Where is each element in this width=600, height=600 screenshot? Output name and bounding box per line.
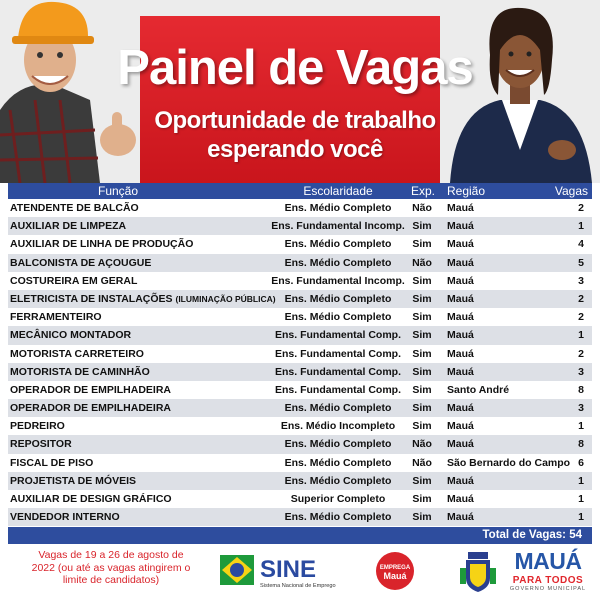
- cell-exp: Sim: [412, 274, 432, 287]
- cell-vagas: 2: [578, 347, 584, 360]
- cell-vagas: 8: [578, 438, 584, 451]
- cell-regiao: Mauá: [447, 365, 474, 378]
- banner-subtitle: [100, 106, 490, 164]
- cell-funcao: FERRAMENTEIRO: [10, 311, 102, 324]
- cell-exp: Sim: [412, 329, 432, 342]
- cell-escolaridade: Ens. Médio Completo: [284, 311, 392, 324]
- table-row: [8, 399, 592, 417]
- emprega-line1: EMPREGA: [379, 565, 411, 571]
- emprega-line2: Mauá: [383, 571, 407, 581]
- sine-title: SINE: [260, 556, 317, 583]
- table-row: [8, 472, 592, 490]
- cell-vagas: 1: [578, 420, 584, 433]
- cell-escolaridade: Ens. Médio Completo: [284, 292, 392, 305]
- sine-logo: [218, 551, 338, 591]
- banner-subtitle-line2: esperando você: [207, 136, 383, 163]
- cell-regiao: Mauá: [447, 256, 474, 269]
- cell-escolaridade: Ens. Médio Completo: [284, 202, 392, 214]
- cell-vagas: 2: [578, 202, 584, 214]
- maua-government: GOVERNO MUNICIPAL: [509, 586, 587, 592]
- cell-funcao: PROJETISTA DE MÓVEIS: [10, 474, 137, 487]
- cell-exp: Sim: [412, 238, 432, 251]
- cell-exp: Sim: [412, 474, 432, 487]
- cell-vagas: 3: [578, 402, 584, 415]
- cell-regiao: Mauá: [447, 202, 474, 214]
- header-exp: Exp.: [410, 184, 435, 198]
- cell-exp: Sim: [412, 402, 432, 415]
- cell-exp: Sim: [412, 220, 432, 233]
- cell-vagas: 4: [578, 238, 584, 251]
- cell-regiao: Mauá: [447, 220, 474, 233]
- table-row: [8, 254, 592, 272]
- banner-subtitle-line1: Oportunidade de trabalho: [154, 107, 436, 134]
- cell-vagas: 5: [578, 256, 584, 269]
- header-escolaridade: Escolaridade: [303, 184, 373, 198]
- table-row: [8, 508, 592, 526]
- cell-escolaridade: Ens. Fundamental Incomp.: [271, 220, 405, 233]
- cell-regiao: Mauá: [447, 438, 474, 451]
- cell-vagas: 3: [578, 365, 584, 378]
- cell-exp: Não: [412, 256, 432, 269]
- cell-vagas: 8: [578, 383, 584, 396]
- cell-funcao: OPERADOR DE EMPILHADEIRA: [10, 402, 172, 415]
- jobs-table: [8, 183, 592, 526]
- cell-exp: Não: [412, 202, 432, 214]
- cell-funcao: AUXILIAR DE DESIGN GRÁFICO: [10, 493, 172, 505]
- header-vagas: Vagas: [554, 184, 588, 198]
- cell-exp: Sim: [412, 383, 432, 396]
- table-row: [8, 381, 592, 399]
- banner: [0, 0, 600, 183]
- cell-regiao: Mauá: [447, 292, 474, 305]
- cell-regiao: Mauá: [447, 347, 474, 360]
- table-row: [8, 290, 592, 308]
- table-row: [8, 326, 592, 344]
- cell-funcao: OPERADOR DE EMPILHADEIRA: [10, 383, 172, 396]
- table-row: [8, 454, 592, 472]
- validity-note: Vagas de 19 a 26 de agosto de 2022 (ou até as vagas atingirem o limite de candidatos): [31, 549, 191, 586]
- emprega-maua-logo: [373, 551, 417, 591]
- cell-escolaridade: Ens. Fundamental Comp.: [274, 365, 401, 378]
- cell-escolaridade: Ens. Fundamental Incomp.: [271, 274, 405, 287]
- banner-title: Painel de Vagas: [117, 41, 473, 95]
- cell-regiao: Mauá: [447, 274, 474, 287]
- cell-escolaridade: Ens. Médio Completo: [284, 474, 392, 487]
- cell-funcao: REPOSITOR: [10, 438, 72, 451]
- cell-funcao: MECÂNICO MONTADOR: [10, 329, 132, 342]
- cell-regiao: Mauá: [447, 311, 474, 324]
- cell-escolaridade: Ens. Médio Completo: [284, 438, 392, 451]
- table-row: [8, 435, 592, 453]
- cell-funcao: FISCAL DE PISO: [10, 456, 94, 469]
- cell-escolaridade: Ens. Fundamental Comp.: [274, 383, 401, 396]
- table-row: [8, 235, 592, 253]
- table-row: [8, 417, 592, 435]
- cell-funcao-main: ELETRICISTA DE INSTALAÇÕES: [10, 292, 173, 305]
- cell-regiao: Mauá: [447, 402, 474, 415]
- cell-funcao: AUXILIAR DE LIMPEZA: [10, 220, 127, 233]
- cell-regiao: Santo André: [447, 383, 510, 396]
- header-regiao: Região: [447, 184, 486, 198]
- cell-vagas: 1: [578, 220, 584, 233]
- maua-logo: [504, 548, 592, 594]
- cell-exp: Sim: [412, 420, 432, 433]
- cell-exp: Sim: [412, 493, 432, 505]
- cell-regiao: Mauá: [447, 329, 474, 342]
- cell-funcao-small: (ILUMINAÇÃO PÚBLICA): [175, 293, 276, 304]
- maua-subtitle: PARA TODOS: [512, 575, 584, 586]
- cell-exp: Sim: [412, 365, 432, 378]
- cell-funcao: MOTORISTA CARRETEIRO: [10, 347, 144, 360]
- cell-funcao: [10, 293, 276, 305]
- table-row: [8, 217, 592, 235]
- cell-vagas: 1: [578, 511, 584, 524]
- maua-title: MAUÁ: [514, 548, 582, 574]
- cell-vagas: 2: [578, 311, 584, 324]
- cell-escolaridade: Ens. Fundamental Comp.: [274, 347, 401, 360]
- cell-regiao: Mauá: [447, 474, 474, 487]
- cell-regiao: Mauá: [447, 511, 474, 524]
- table-header: [8, 183, 592, 199]
- cell-vagas: 1: [578, 329, 584, 342]
- table-row: [8, 490, 592, 508]
- cell-escolaridade: Ens. Médio Completo: [284, 402, 392, 415]
- cell-escolaridade: Ens. Médio Incompleto: [280, 420, 396, 433]
- cell-exp: Sim: [412, 511, 432, 524]
- cell-escolaridade: Ens. Fundamental Comp.: [274, 329, 401, 342]
- cell-escolaridade: Ens. Médio Completo: [284, 238, 392, 251]
- cell-exp: Não: [412, 438, 432, 451]
- table-row: [8, 363, 592, 381]
- cell-vagas: 6: [578, 456, 584, 469]
- cell-funcao: COSTUREIRA EM GERAL: [10, 274, 138, 287]
- cell-exp: Sim: [412, 311, 432, 324]
- cell-regiao: São Bernardo do Campo: [447, 456, 571, 469]
- cell-vagas: 2: [578, 292, 584, 305]
- cell-funcao: MOTORISTA DE CAMINHÃO: [10, 365, 150, 378]
- cell-regiao: Mauá: [447, 420, 474, 433]
- table-row: [8, 199, 592, 217]
- cell-funcao: PEDREIRO: [10, 420, 65, 433]
- cell-regiao: Mauá: [447, 238, 474, 251]
- total-vagas: Total de Vagas: 54: [8, 527, 592, 544]
- table-row: [8, 345, 592, 363]
- cell-escolaridade: Ens. Médio Completo: [284, 511, 392, 524]
- table-row: [8, 308, 592, 326]
- cell-escolaridade: Ens. Médio Completo: [284, 256, 392, 269]
- cell-escolaridade: Ens. Médio Completo: [284, 456, 392, 469]
- cell-funcao: VENDEDOR INTERNO: [10, 511, 120, 524]
- cell-funcao: AUXILIAR DE LINHA DE PRODUÇÃO: [10, 238, 194, 251]
- cell-vagas: 3: [578, 274, 584, 287]
- table-row: [8, 272, 592, 290]
- table-body: [8, 199, 592, 526]
- cell-exp: Não: [412, 456, 432, 469]
- cell-exp: Sim: [412, 292, 432, 305]
- cell-funcao: ATENDENTE DE BALCÃO: [10, 202, 139, 214]
- sine-subtitle: Sistema Nacional de Emprego: [260, 583, 336, 589]
- cell-exp: Sim: [412, 347, 432, 360]
- cell-escolaridade: Superior Completo: [290, 493, 386, 505]
- cell-vagas: 1: [578, 474, 584, 487]
- cell-vagas: 1: [578, 493, 584, 505]
- cell-funcao: BALCONISTA DE AÇOUGUE: [10, 256, 152, 269]
- header-funcao: Função: [97, 184, 139, 198]
- coat-of-arms-icon: [458, 550, 498, 594]
- cell-regiao: Mauá: [447, 493, 474, 505]
